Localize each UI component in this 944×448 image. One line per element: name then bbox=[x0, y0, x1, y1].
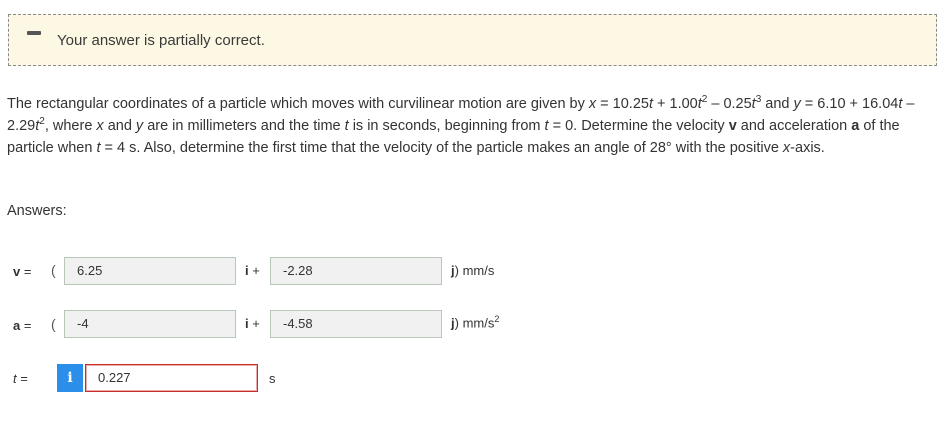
time-input[interactable]: 0.227 bbox=[85, 364, 258, 392]
velocity-i-input[interactable]: 6.25 bbox=[64, 257, 236, 285]
answers-label: Answers: bbox=[7, 203, 67, 219]
minus-icon bbox=[27, 31, 41, 35]
time-label: t = bbox=[13, 371, 28, 386]
info-icon[interactable]: i bbox=[57, 364, 83, 392]
feedback-banner bbox=[8, 14, 937, 66]
velocity-unit: j) mm/s bbox=[451, 263, 495, 278]
i-unit-label: i + bbox=[245, 263, 260, 278]
acceleration-label: a = bbox=[13, 318, 32, 333]
time-unit: s bbox=[269, 371, 276, 386]
open-paren: ( bbox=[51, 262, 56, 278]
acceleration-i-input[interactable]: -4 bbox=[64, 310, 236, 338]
open-paren: ( bbox=[51, 316, 56, 332]
i-unit-label: i + bbox=[245, 316, 260, 331]
question-text: The rectangular coordinates of a particle which moves with curvilinear motion are given by $x = 10.25t + 1.00t^2 - 0.25t^3$ and $y = 6.10 + 16.04t - 2.29t^2$, where x and y are in millimeters and the time t is in seconds, beginning from t = 0. Determine the velocity v and acceleration a of the particle when t = 4 s. Also, determine the first time that the velocity of the particle makes an angle of 28° with the positive x-axis. bbox=[7, 94, 915, 156]
velocity-label: v = bbox=[13, 264, 32, 279]
acceleration-unit: j) $mm/s^2$ bbox=[451, 314, 500, 331]
velocity-j-input[interactable]: -2.28 bbox=[270, 257, 442, 285]
feedback-message: Your answer is partially correct. bbox=[57, 32, 265, 49]
acceleration-j-input[interactable]: -4.58 bbox=[270, 310, 442, 338]
